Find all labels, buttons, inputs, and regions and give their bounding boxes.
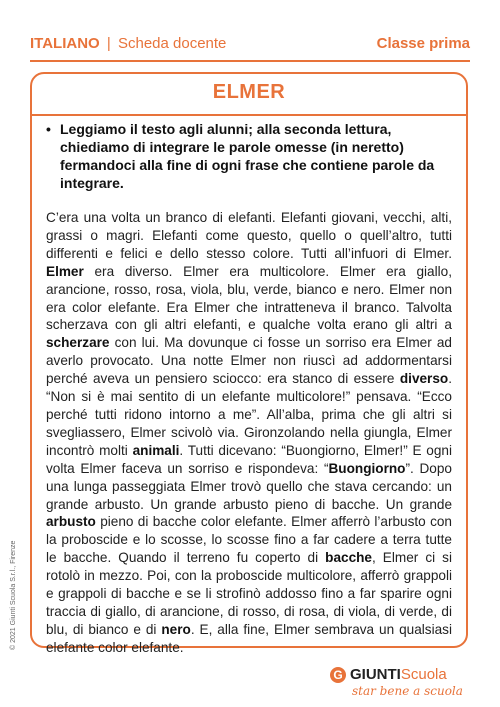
giunti-logo-icon: G — [330, 667, 346, 683]
subject-label: ITALIANO — [30, 35, 100, 52]
page-header — [30, 35, 470, 57]
omitted-word: Elmer — [46, 263, 84, 279]
story-segment: , Elmer ci si rotolò in mezzo. Poi, con la proboscide multicolore, afferrò grappoli e grappoli di bacche e se li strofinò addosso fino a far sparire ogni traccia di giallo, di arancione, di rosso, di rosa, di viola, di verde, di blu, di bianco e di — [46, 550, 452, 637]
omitted-word: scherzare — [46, 335, 110, 351]
worksheet-card — [30, 72, 468, 655]
story-text — [46, 209, 452, 657]
omitted-word: bacche — [325, 550, 372, 566]
header-separator: | — [106, 35, 111, 52]
story-segment: con lui. Ma dovunque ci fosse un sorriso era Elmer ad averlo provocato. Una notte Elmer non riuscì ad addormentarsi perché aveva un pensiero sciocco: era stanco di essere — [46, 335, 452, 387]
story-segment: era diverso. Elmer era multicolore. Elmer era giallo, arancione, rosso, rosa, viola, blu, verde, bianco e nero. Elmer non era color elefante. Era Elmer che intratteneva il branco. Talvolta scherzava con gli altri elefanti, e qualche volta erano gli altri a — [46, 263, 452, 333]
story-title: ELMER — [212, 81, 286, 103]
story-segment: C’era una volta un branco di elefanti. Elefanti giovani, vecchi, alti, grassi o magri. Elefanti come questo, quello o quell’altro, tutti differenti e felici e dello stesso colore. Tutti all’infuori di Elmer. — [46, 210, 452, 261]
sheet-type-label: Scheda docente — [117, 35, 227, 52]
story-segment: ”. Dopo una lunga passeggiata Elmer trovò quello che stava cercando: un grande arbusto. Un grande arbusto pieno di bacche. Un grande — [46, 460, 452, 512]
instructions-text: Leggiamo il testo agli alunni; alla seconda lettura, chiediamo di integrare le parole omesse (in neretto) fermandoci alla fine di ogni frase che contiene parole da integrare. — [60, 121, 435, 191]
title-divider — [30, 114, 468, 116]
copyright-notice: © 2021 Giunti Scuola S.r.l., Firenze — [10, 540, 17, 650]
header-divider — [30, 60, 470, 62]
class-label: Classe prima — [376, 35, 470, 52]
story-segment: . Tutti dicevano: “Buongiorno, Elmer!” E ogni volta Elmer faceva un sorriso e rispondeva: “ — [46, 442, 452, 476]
omitted-word: diverso — [399, 371, 449, 387]
omitted-word: animali — [132, 442, 180, 458]
instructions — [46, 120, 452, 192]
story-segment: . “Non si è mai sentito di un elefante multicolore!” pensava. “Ecco perché tutti ridono intorno a me”. All’alba, prima che gli altri si svegliassero, Elmer scivolò via. Gironzolando nella giungla, Elmer incontrò molti — [46, 371, 452, 458]
logo-brand-secondary: Scuola — [400, 666, 447, 683]
story-segment: . E, alla fine, Elmer sembrava un qualsiasi elefante color elefante. — [46, 621, 452, 655]
header-left — [30, 35, 226, 52]
logo-tagline: star bene a scuola — [352, 684, 463, 698]
omitted-word: Buongiorno — [328, 460, 406, 476]
story-segment: pieno di bacche color elefante. Elmer afferrò l’arbusto con la proboscide e lo scosse, lo scosse fino a far cadere a terra tutte le bacche. Quando il terreno fu coperto di — [46, 514, 452, 566]
bullet-icon: • — [46, 121, 51, 137]
omitted-word: nero — [161, 621, 191, 637]
logo-wordmark — [350, 666, 447, 683]
publisher-logo — [330, 665, 470, 701]
logo-brand-primary: GIUNTI — [350, 666, 401, 683]
omitted-word: arbusto — [46, 514, 96, 530]
